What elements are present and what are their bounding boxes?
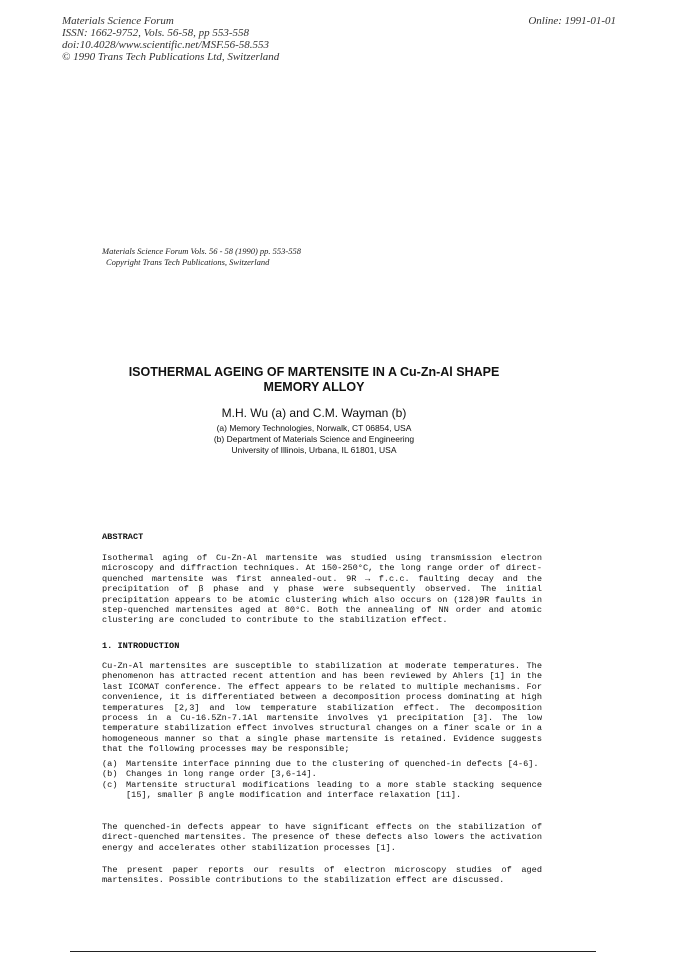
introduction-paragraph-2: The quenched-in defects appear to have significant effects on the stabilization of direct-quenched martensites. The presence of these defects also lowers the activation energy and accelerates other stabilization processes [1]. <box>102 822 542 853</box>
list-item <box>102 769 542 779</box>
affiliation-a: (a) Memory Technologies, Norwalk, CT 06854, USA <box>216 423 412 433</box>
list-item-text: Martensite interface pinning due to the clustering of quenched-in defects [4-6]. <box>126 759 539 769</box>
list-item-text: Changes in long range order [3,6-14]. <box>126 769 317 780</box>
introduction-paragraph-3: The present paper reports our results of electron microscopy studies of aged martensites. Possible contributions to the stabilization effect are discussed. <box>102 865 542 886</box>
publication-header <box>62 15 279 63</box>
issn-line: ISSN: 1662-9752, Vols. 56-58, pp 553-558 <box>62 27 249 39</box>
authors: M.H. Wu (a) and C.M. Wayman (b) <box>221 406 407 420</box>
journal-name: Materials Science Forum <box>62 15 174 27</box>
introduction-paragraph-1: Cu-Zn-Al martensites are susceptible to stabilization at moderate temperatures. The phenomenon has attracted recent attention and has been reviewed by Ahlers [1] in the last ICOMAT conference. The effect appears to be related to multiple mechanisms. For convenience, it is differentiated between a decomposition process dominating at high temperatures [2,3] and low temperature stabilization effect. The decomposition process in a Cu-16.5Zn-7.1Al martensite involves γ1 precipitation [3]. The low temperature stabilization effect involves structural changes on a finer scale or in a homogeneous manner so that a single phase martensite is retained. Evidence suggests that the following processes may be responsible; <box>102 661 542 755</box>
paper-title <box>0 365 628 395</box>
list-item-label: (b) <box>102 769 118 780</box>
affiliations <box>0 423 628 456</box>
doi-line: doi:10.4028/www.scientific.net/MSF.56-58.553 <box>62 39 270 51</box>
affiliation-b: (b) Department of Materials Science and Engineering <box>213 434 415 444</box>
section-heading-introduction: 1. INTRODUCTION <box>102 641 180 651</box>
journal-stamp <box>102 246 301 268</box>
footer-rule <box>70 951 596 952</box>
journal-stamp-copyright: Copyright Trans Tech Publications, Switzerland <box>106 257 270 267</box>
list-item-label: (a) <box>102 759 118 769</box>
affiliation-b-cont: University of Illinois, Urbana, IL 61801, USA <box>231 445 397 455</box>
list-item <box>102 759 542 769</box>
copyright-line: © 1990 Trans Tech Publications Ltd, Switzerland <box>62 51 280 63</box>
list-item-label: (c) <box>102 779 118 790</box>
list-item <box>102 780 542 801</box>
online-date: Online: 1991-01-01 <box>528 15 616 27</box>
abstract-heading: ABSTRACT <box>102 532 144 542</box>
list-item-text: Martensite structural modifications leading to a more stable stacking sequence [15], smaller β angle modification and interface relaxation [11]. <box>126 779 542 801</box>
mechanism-list <box>102 759 542 801</box>
journal-stamp-line: Materials Science Forum Vols. 56 - 58 (1990) pp. 553-558 <box>102 246 302 256</box>
abstract-text: Isothermal aging of Cu-Zn-Al martensite was studied using transmission electron microscopy and diffraction techniques. At 150-250°C, the long range order of direct-quenched martensite was first annealed-out. 9R → f.c.c. faulting decay and the precipitation of β phase and γ phase were subsequently observed. The initial precipitation appears to be atomic clustering which also occurs on (128)9R faults in step-quenched martensites aged at 80°C. Both the annealing of NN order and atomic clustering are concluded to contribute to the stabilization effect. <box>102 553 542 626</box>
title-line-2: MEMORY ALLOY <box>263 380 365 394</box>
title-line-1: ISOTHERMAL AGEING OF MARTENSITE IN A Cu-Zn-Al SHAPE <box>128 365 500 379</box>
